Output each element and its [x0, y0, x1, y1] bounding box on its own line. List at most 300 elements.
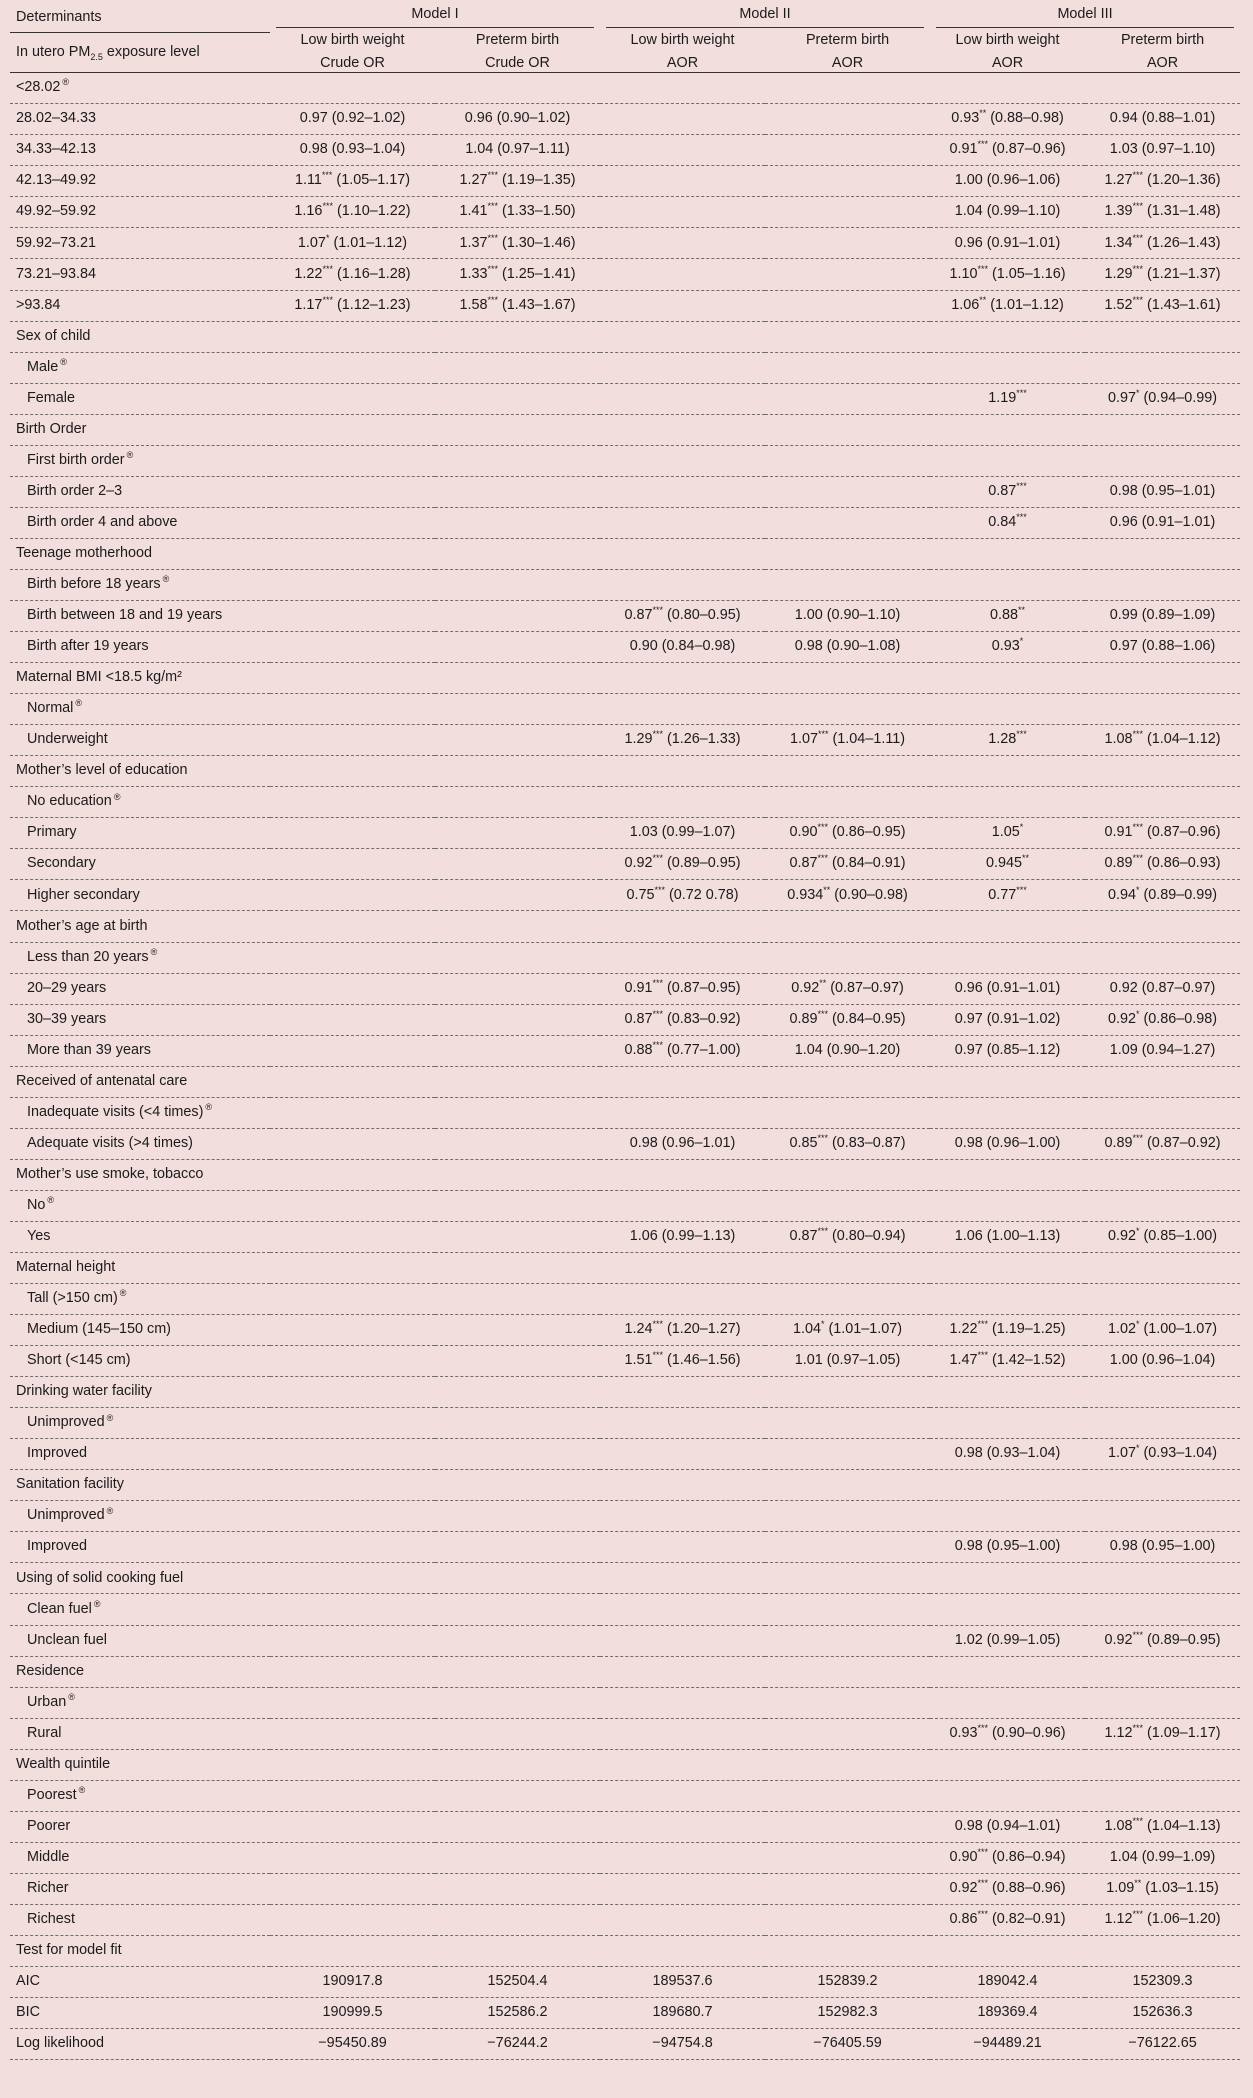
row-label-text: Birth order 2–3: [27, 482, 123, 499]
outcome-label: Low birth weight: [300, 31, 405, 48]
table-row: [10, 632, 1240, 663]
table-cell: 0.93*: [930, 632, 1085, 663]
significance-stars: ***: [1016, 387, 1027, 398]
row-label: [10, 1718, 270, 1749]
table-cell: [600, 1252, 765, 1283]
significance-stars: ***: [652, 1008, 663, 1019]
table-cell: 0.98 (0.94–1.01): [930, 1811, 1085, 1842]
significance-stars: **: [979, 108, 987, 119]
table-cell: [600, 1377, 765, 1408]
row-label-text: No education: [27, 793, 112, 810]
table-cell: [1085, 1687, 1240, 1718]
table-row: [10, 600, 1240, 631]
table-cell: [765, 1656, 930, 1687]
table-cell: [435, 383, 600, 414]
table-row: [10, 1904, 1240, 1935]
table-cell: [930, 694, 1085, 725]
table-row: [10, 1718, 1240, 1749]
table-cell: [930, 1470, 1085, 1501]
table-cell: [765, 1780, 930, 1811]
reference-marker-icon: ®: [119, 1288, 127, 1299]
table-cell: 0.92*** (0.88–0.96): [930, 1873, 1085, 1904]
table-row: [10, 383, 1240, 414]
table-cell: [765, 383, 930, 414]
table-cell: [435, 818, 600, 849]
row-label: [10, 1035, 270, 1066]
table-cell: [270, 1252, 435, 1283]
table-row: [10, 414, 1240, 445]
row-label-text: 20–29 years: [27, 979, 107, 996]
table-cell: 0.98 (0.95–1.00): [930, 1532, 1085, 1563]
table-cell: [270, 352, 435, 383]
table-row: [10, 1811, 1240, 1842]
table-cell: [270, 414, 435, 445]
reference-marker-icon: ®: [106, 1505, 114, 1516]
table-cell: 0.87*** (0.80–0.95): [600, 600, 765, 631]
table-cell: 1.52*** (1.43–1.61): [1085, 290, 1240, 321]
exposure-suffix: exposure level: [102, 43, 200, 60]
table-row: [10, 787, 1240, 818]
table-cell: [930, 787, 1085, 818]
table-row: [10, 1377, 1240, 1408]
table-cell: 0.89*** (0.86–0.93): [1085, 849, 1240, 880]
table-cell: [270, 73, 435, 104]
table-cell: [930, 1749, 1085, 1780]
table-cell: [765, 197, 930, 228]
table-cell: [435, 1315, 600, 1346]
table-cell: 152982.3: [765, 1998, 930, 2029]
table-row: [10, 104, 1240, 135]
outcome-label: Low birth weight: [955, 31, 1060, 48]
row-label-text: Short (<145 cm): [27, 1352, 131, 1369]
row-label: [10, 1842, 270, 1873]
table-cell: [765, 1377, 930, 1408]
table-cell: [765, 445, 930, 476]
table-cell: [765, 911, 930, 942]
table-cell: [435, 1532, 600, 1563]
table-cell: [1085, 1656, 1240, 1687]
table-cell: 189369.4: [930, 1998, 1085, 2029]
table-cell: 0.87*** (0.80–0.94): [765, 1221, 930, 1252]
table-cell: [930, 1501, 1085, 1532]
table-cell: [270, 1221, 435, 1252]
table-cell: [270, 569, 435, 600]
table-cell: [1085, 73, 1240, 104]
row-label: [10, 321, 270, 352]
table-cell: 0.90 (0.84–0.98): [600, 632, 765, 663]
table-cell: [765, 942, 930, 973]
table-cell: [600, 1842, 765, 1873]
table-cell: 0.85*** (0.83–0.87): [765, 1128, 930, 1159]
significance-stars: ***: [652, 1319, 663, 1330]
significance-stars: *: [820, 1319, 825, 1330]
table-cell: [765, 1936, 930, 1967]
table-cell: −76244.2: [435, 2029, 600, 2060]
table-cell: [435, 756, 600, 787]
table-cell: 0.92* (0.85–1.00): [1085, 1221, 1240, 1252]
row-label-text: AIC: [16, 1973, 40, 1990]
table-cell: [270, 632, 435, 663]
row-label-text: Less than 20 years: [27, 948, 149, 965]
table-cell: 152636.3: [1085, 1998, 1240, 2029]
row-label: [10, 1625, 270, 1656]
row-label-text: Normal: [27, 700, 74, 717]
table-cell: [600, 166, 765, 197]
table-row: [10, 911, 1240, 942]
table-row: [10, 1066, 1240, 1097]
significance-stars: **: [1022, 853, 1030, 864]
table-cell: 0.92* (0.86–0.98): [1085, 1004, 1240, 1035]
table-cell: [435, 1563, 600, 1594]
table-cell: [270, 538, 435, 569]
table-cell: 1.06 (1.00–1.13): [930, 1221, 1085, 1252]
table-cell: [1085, 1501, 1240, 1532]
row-label-text: No: [27, 1196, 46, 1213]
table-cell: [600, 73, 765, 104]
table-cell: [930, 414, 1085, 445]
table-cell: [600, 445, 765, 476]
table-row: [10, 259, 1240, 290]
significance-stars: ***: [1132, 822, 1143, 833]
significance-stars: ***: [1016, 512, 1027, 523]
row-label-text: Birth before 18 years: [27, 576, 161, 593]
table-cell: 0.86*** (0.82–0.91): [930, 1904, 1085, 1935]
table-cell: 0.92*** (0.89–0.95): [600, 849, 765, 880]
table-cell: [270, 849, 435, 880]
table-cell: [270, 911, 435, 942]
table-cell: [1085, 1097, 1240, 1128]
table-cell: [600, 1873, 765, 1904]
significance-stars: *: [1135, 1226, 1140, 1237]
row-label-text: Wealth quintile: [16, 1755, 111, 1772]
table-cell: 1.27*** (1.19–1.35): [435, 166, 600, 197]
table-cell: [1085, 321, 1240, 352]
table-cell: 0.96 (0.91–1.01): [930, 228, 1085, 259]
row-label-text: 34.33–42.13: [16, 141, 97, 158]
table-cell: [600, 1097, 765, 1128]
table-cell: 190999.5: [270, 1998, 435, 2029]
row-label-text: Adequate visits (>4 times): [27, 1134, 193, 1151]
reference-marker-icon: ®: [106, 1412, 114, 1423]
significance-stars: ***: [1132, 1909, 1143, 1920]
row-label: [10, 1439, 270, 1470]
table-cell: [930, 1159, 1085, 1190]
significance-stars: ***: [977, 1319, 988, 1330]
row-label: [10, 383, 270, 414]
table-row: [10, 1842, 1240, 1873]
table-cell: [435, 1873, 600, 1904]
table-cell: 0.89*** (0.84–0.95): [765, 1004, 930, 1035]
header-row-models: [10, 3, 1240, 33]
table-cell: [270, 507, 435, 538]
table-cell: [600, 756, 765, 787]
table-cell: 1.00 (0.96–1.06): [930, 166, 1085, 197]
significance-stars: ***: [652, 1350, 663, 1361]
significance-stars: ***: [487, 201, 498, 212]
table-cell: [600, 787, 765, 818]
table-row: [10, 663, 1240, 694]
table-cell: 0.91*** (0.87–0.96): [1085, 818, 1240, 849]
table-cell: 1.51*** (1.46–1.56): [600, 1346, 765, 1377]
row-label: [10, 414, 270, 445]
table-cell: [765, 663, 930, 694]
significance-stars: ***: [1132, 853, 1143, 864]
row-label-text: 28.02–34.33: [16, 110, 97, 127]
table-cell: [435, 321, 600, 352]
row-label-text: Sex of child: [16, 327, 91, 344]
table-cell: [765, 414, 930, 445]
significance-stars: ***: [321, 170, 333, 181]
table-cell: [1085, 1252, 1240, 1283]
table-row: [10, 476, 1240, 507]
table-row: [10, 2029, 1240, 2060]
table-cell: 0.93** (0.88–0.98): [930, 104, 1085, 135]
table-cell: [765, 569, 930, 600]
row-label-text: Clean fuel: [27, 1600, 92, 1617]
table-cell: [1085, 1284, 1240, 1315]
table-cell: [435, 414, 600, 445]
table-cell: [1085, 694, 1240, 725]
table-cell: 1.58*** (1.43–1.67): [435, 290, 600, 321]
table-cell: [600, 1811, 765, 1842]
table-cell: [930, 73, 1085, 104]
table-cell: 1.09 (0.94–1.27): [1085, 1035, 1240, 1066]
table-cell: [600, 1284, 765, 1315]
row-label: [10, 1470, 270, 1501]
outcome-header: [270, 33, 435, 73]
row-label: [10, 1377, 270, 1408]
significance-stars: ***: [818, 729, 829, 740]
table-cell: [435, 1594, 600, 1625]
row-label: [10, 756, 270, 787]
significance-stars: ***: [977, 1722, 988, 1733]
model-3-label: Model III: [936, 7, 1234, 28]
table-cell: 1.10*** (1.05–1.16): [930, 259, 1085, 290]
table-cell: [600, 414, 765, 445]
table-cell: [270, 445, 435, 476]
table-cell: [435, 1284, 600, 1315]
row-label: [10, 1780, 270, 1811]
table-cell: [600, 290, 765, 321]
table-row: [10, 1252, 1240, 1283]
table-cell: [270, 973, 435, 1004]
table-cell: [600, 1066, 765, 1097]
row-label-text: Sanitation facility: [16, 1476, 124, 1493]
row-label-text: Poorest: [27, 1786, 77, 1803]
significance-stars: ***: [1132, 232, 1143, 243]
table-cell: [270, 787, 435, 818]
table-cell: [765, 1097, 930, 1128]
table-row: [10, 1315, 1240, 1346]
significance-stars: ***: [1016, 729, 1027, 740]
significance-stars: ***: [652, 977, 663, 988]
table-cell: 1.07*** (1.04–1.11): [765, 725, 930, 756]
table-cell: [765, 476, 930, 507]
table-row: [10, 756, 1240, 787]
row-label: [10, 290, 270, 321]
row-label: [10, 1252, 270, 1283]
model-2-label: Model II: [606, 7, 924, 28]
table-row: [10, 538, 1240, 569]
table-cell: [765, 1687, 930, 1718]
row-label: [10, 600, 270, 631]
significance-stars: ***: [977, 1909, 988, 1920]
table-cell: 0.945**: [930, 849, 1085, 880]
row-label: [10, 228, 270, 259]
model-1-header: [270, 3, 600, 33]
table-cell: [270, 1128, 435, 1159]
outcome-header: [765, 33, 930, 73]
table-cell: 1.02 (0.99–1.05): [930, 1625, 1085, 1656]
table-cell: 1.12*** (1.09–1.17): [1085, 1718, 1240, 1749]
table-cell: [930, 1594, 1085, 1625]
significance-stars: ***: [1132, 263, 1143, 274]
table-row: [10, 1501, 1240, 1532]
table-cell: [435, 942, 600, 973]
table-cell: [435, 476, 600, 507]
row-label-text: Inadequate visits (<4 times): [27, 1103, 204, 1120]
table-row: [10, 1873, 1240, 1904]
significance-stars: ***: [487, 263, 498, 274]
row-label-text: 73.21–93.84: [16, 265, 97, 282]
significance-stars: ***: [1132, 1629, 1143, 1640]
reference-marker-icon: ®: [47, 1195, 55, 1206]
table-cell: 0.75*** (0.72 0.78): [600, 880, 765, 911]
table-cell: [270, 1625, 435, 1656]
table-cell: [435, 569, 600, 600]
table-cell: [930, 321, 1085, 352]
table-row: [10, 290, 1240, 321]
table-cell: [435, 973, 600, 1004]
table-cell: −95450.89: [270, 2029, 435, 2060]
measure-label: AOR: [991, 55, 1024, 72]
table-cell: 152504.4: [435, 1967, 600, 1998]
table-cell: 0.89*** (0.87–0.92): [1085, 1128, 1240, 1159]
significance-stars: ***: [1016, 884, 1027, 895]
table-cell: [600, 1718, 765, 1749]
table-cell: 0.98 (0.90–1.08): [765, 632, 930, 663]
row-label: [10, 632, 270, 663]
table-cell: 0.91*** (0.87–0.96): [930, 135, 1085, 166]
table-cell: [765, 1811, 930, 1842]
table-cell: [270, 1501, 435, 1532]
table-cell: 1.47*** (1.42–1.52): [930, 1346, 1085, 1377]
table-cell: 1.08*** (1.04–1.12): [1085, 725, 1240, 756]
table-cell: [765, 1904, 930, 1935]
row-label-text: Unclean fuel: [27, 1631, 107, 1648]
table-row: [10, 1563, 1240, 1594]
reference-marker-icon: ®: [75, 698, 83, 709]
table-cell: [435, 538, 600, 569]
outcome-label: Preterm birth: [1120, 31, 1205, 48]
significance-stars: ***: [817, 1008, 828, 1019]
row-label: [10, 569, 270, 600]
table-cell: [600, 942, 765, 973]
row-label: [10, 973, 270, 1004]
table-cell: [270, 1439, 435, 1470]
table-cell: [600, 538, 765, 569]
table-cell: 1.12*** (1.06–1.20): [1085, 1904, 1240, 1935]
significance-stars: ***: [1132, 294, 1143, 305]
table-cell: [270, 1594, 435, 1625]
table-cell: [765, 1252, 930, 1283]
table-cell: 0.97 (0.92–1.02): [270, 104, 435, 135]
row-label-text: Unimproved: [27, 1507, 105, 1524]
table-cell: [435, 1004, 600, 1035]
table-cell: 1.33*** (1.25–1.41): [435, 259, 600, 290]
row-label: [10, 2029, 270, 2060]
table-cell: 1.19***: [930, 383, 1085, 414]
table-cell: [270, 694, 435, 725]
table-row: [10, 197, 1240, 228]
table-cell: 1.08*** (1.04–1.13): [1085, 1811, 1240, 1842]
row-label-text: Female: [27, 389, 75, 406]
model-2-header: [600, 3, 930, 33]
table-row: [10, 849, 1240, 880]
table-cell: [1085, 942, 1240, 973]
table-cell: [270, 1066, 435, 1097]
row-label-text: Birth between 18 and 19 years: [27, 607, 223, 624]
table-cell: [930, 569, 1085, 600]
table-row: [10, 1594, 1240, 1625]
table-cell: [1085, 1377, 1240, 1408]
table-cell: −76405.59: [765, 2029, 930, 2060]
table-cell: [765, 1470, 930, 1501]
table-cell: [435, 1842, 600, 1873]
table-cell: [435, 1470, 600, 1501]
row-label: [10, 1190, 270, 1221]
table-cell: [600, 1190, 765, 1221]
table-cell: [930, 1377, 1085, 1408]
significance-stars: ***: [322, 201, 333, 212]
table-cell: 1.27*** (1.20–1.36): [1085, 166, 1240, 197]
row-label-text: Male: [27, 358, 59, 375]
table-cell: [270, 476, 435, 507]
table-cell: [435, 1128, 600, 1159]
row-label-text: Improved: [27, 1538, 87, 1555]
table-row: [10, 973, 1240, 1004]
table-cell: 1.00 (0.90–1.10): [765, 600, 930, 631]
table-cell: 1.01 (0.97–1.05): [765, 1346, 930, 1377]
table-cell: 0.93*** (0.90–0.96): [930, 1718, 1085, 1749]
table-cell: [435, 1780, 600, 1811]
table-cell: 0.92** (0.87–0.97): [765, 973, 930, 1004]
table-cell: [765, 538, 930, 569]
table-cell: 1.34*** (1.26–1.43): [1085, 228, 1240, 259]
row-label: [10, 694, 270, 725]
table-cell: [435, 1687, 600, 1718]
row-label-text: 30–39 years: [27, 1010, 107, 1027]
table-cell: [765, 1501, 930, 1532]
row-label: [10, 818, 270, 849]
table-cell: [270, 600, 435, 631]
table-row: [10, 135, 1240, 166]
row-label: [10, 1408, 270, 1439]
table-cell: 189680.7: [600, 1998, 765, 2029]
row-label-text: First birth order: [27, 451, 125, 468]
table-cell: [765, 1594, 930, 1625]
table-cell: [765, 507, 930, 538]
table-cell: 0.98 (0.93–1.04): [270, 135, 435, 166]
table-cell: 1.29*** (1.26–1.33): [600, 725, 765, 756]
row-label: [10, 538, 270, 569]
outcome-label: Preterm birth: [475, 31, 560, 48]
table-cell: [930, 1563, 1085, 1594]
table-cell: [270, 1811, 435, 1842]
table-cell: [600, 1439, 765, 1470]
row-label: [10, 1532, 270, 1563]
row-label: [10, 1687, 270, 1718]
